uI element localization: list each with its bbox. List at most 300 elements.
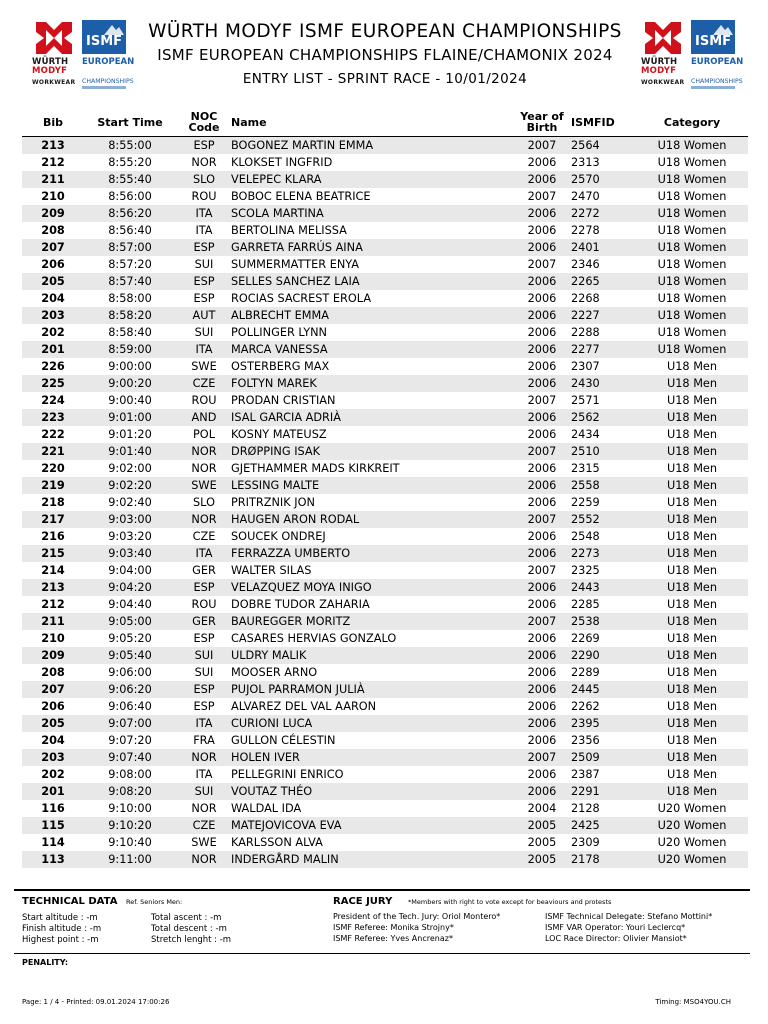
- jury-technical-delegate: ISMF Technical Delegate: Stefano Mottini*: [545, 912, 713, 921]
- year-of-birth-cell: 2006: [527, 649, 557, 662]
- bib-cell: 115: [41, 819, 65, 832]
- table-row: [22, 494, 748, 511]
- table-row: [22, 851, 748, 868]
- category-cell: U18 Women: [657, 241, 727, 254]
- name-cell: OSTERBERG MAX: [231, 360, 330, 373]
- sponsor-line1: WÜRTH: [641, 57, 678, 67]
- ismfid-cell: 2315: [571, 462, 600, 475]
- start-time-cell: 9:07:20: [108, 734, 152, 747]
- ismfid-cell: 2425: [571, 819, 600, 832]
- bib-cell: 114: [41, 836, 65, 849]
- noc-cell: SWE: [191, 836, 217, 849]
- year-of-birth-cell: 2007: [527, 445, 557, 458]
- category-cell: U18 Men: [666, 360, 718, 373]
- year-of-birth-cell: 2006: [527, 785, 557, 798]
- name-cell: ISAL GARCIA ADRIÀ: [231, 411, 341, 424]
- name-cell: ALBRECHT EMMA: [231, 309, 329, 322]
- table-row: [22, 443, 748, 460]
- ismfid-cell: 2434: [571, 428, 600, 441]
- name-cell: KARLSSON ALVA: [231, 836, 323, 849]
- name-cell: DOBRE TUDOR ZAHARIA: [231, 598, 370, 611]
- ismfid-cell: 2571: [571, 394, 600, 407]
- table-header: [22, 108, 748, 136]
- ismfid-cell: 2356: [571, 734, 600, 747]
- category-cell: U18 Women: [657, 292, 727, 305]
- table-row: [22, 426, 748, 443]
- start-time-cell: 9:01:20: [108, 428, 152, 441]
- ismfid-cell: 2269: [571, 632, 600, 645]
- bib-cell: 212: [41, 598, 65, 611]
- start-time-cell: 8:58:00: [108, 292, 152, 305]
- table-row: [22, 715, 748, 732]
- table-row: [22, 698, 748, 715]
- ismfid-cell: 2430: [571, 377, 600, 390]
- table-row: [22, 324, 748, 341]
- bib-cell: 224: [41, 394, 65, 407]
- year-of-birth-cell: 2007: [527, 564, 557, 577]
- bib-cell: 205: [41, 717, 65, 730]
- noc-cell: SLO: [193, 173, 215, 186]
- ismfid-cell: 2277: [571, 343, 600, 356]
- start-time-cell: 9:00:40: [108, 394, 152, 407]
- table-row: [22, 579, 748, 596]
- sponsor-line2: MODYF: [641, 66, 677, 76]
- noc-cell: ESP: [193, 139, 215, 152]
- year-of-birth-cell: 2006: [527, 717, 557, 730]
- year-of-birth-cell: 2006: [527, 496, 557, 509]
- noc-cell: ESP: [193, 700, 215, 713]
- category-cell: U18 Men: [666, 411, 718, 424]
- name-cell: FERRAZZA UMBERTO: [231, 547, 351, 560]
- table-row: [22, 392, 748, 409]
- highest-point: Highest point : -m: [22, 935, 99, 945]
- category-cell: U18 Women: [657, 343, 727, 356]
- print-info: Page: 1 / 4 - Printed: 09.01.2024 17:00:26: [22, 998, 170, 1006]
- noc-cell: ROU: [191, 190, 217, 203]
- noc-cell: SWE: [191, 479, 217, 492]
- wurth-modyf-logo-icon: [32, 20, 76, 56]
- category-cell: U18 Women: [657, 190, 727, 203]
- noc-cell: SUI: [194, 666, 214, 679]
- table-row: [22, 222, 748, 239]
- table-row: [22, 596, 748, 613]
- jury-referee-1: ISMF Referee: Monika Strojny*: [333, 923, 454, 932]
- year-of-birth-cell: 2006: [527, 479, 557, 492]
- technical-data-note: Ref. Seniors Men:: [126, 898, 183, 906]
- noc-cell: ESP: [193, 292, 215, 305]
- bib-cell: 210: [41, 632, 65, 645]
- noc-cell: NOR: [191, 156, 217, 169]
- category-cell: U18 Women: [657, 309, 727, 322]
- year-of-birth-cell: 2006: [527, 734, 557, 747]
- category-cell: U18 Men: [666, 564, 718, 577]
- year-of-birth-cell: 2006: [527, 275, 557, 288]
- bib-cell: 210: [41, 190, 65, 203]
- ismfid-cell: 2291: [571, 785, 600, 798]
- total-ascent: Total ascent : -m: [151, 913, 222, 923]
- category-cell: U20 Women: [657, 853, 727, 866]
- bib-cell: 205: [41, 275, 65, 288]
- start-time-cell: 9:05:00: [108, 615, 152, 628]
- year-of-birth-cell: 2004: [527, 802, 557, 815]
- ismfid-cell: 2278: [571, 224, 600, 237]
- year-of-birth-cell: 2005: [527, 819, 557, 832]
- category-cell: U18 Men: [666, 768, 718, 781]
- year-of-birth-cell: 2007: [527, 258, 557, 271]
- start-time-cell: 8:57:40: [108, 275, 152, 288]
- start-time-cell: 8:55:40: [108, 173, 152, 186]
- name-cell: ULDRY MALIK: [231, 649, 307, 662]
- table-row: [22, 375, 748, 392]
- table-row: [22, 562, 748, 579]
- year-of-birth-cell: 2006: [527, 598, 557, 611]
- year-of-birth-cell: 2005: [527, 853, 557, 866]
- name-cell: PRODAN CRISTIAN: [231, 394, 336, 407]
- category-cell: U18 Women: [657, 258, 727, 271]
- start-time-cell: 8:58:40: [108, 326, 152, 339]
- year-of-birth-cell: 2007: [527, 751, 557, 764]
- table-row: [22, 664, 748, 681]
- name-cell: GULLON CÉLESTIN: [231, 734, 336, 747]
- start-time-cell: 8:57:20: [108, 258, 152, 271]
- ismfid-cell: 2289: [571, 666, 600, 679]
- category-cell: U18 Women: [657, 139, 727, 152]
- start-time-cell: 9:02:40: [108, 496, 152, 509]
- noc-cell: SUI: [194, 326, 214, 339]
- name-cell: BOBOC ELENA BEATRICE: [231, 190, 371, 203]
- noc-cell: NOR: [191, 802, 217, 815]
- category-cell: U18 Men: [666, 683, 718, 696]
- start-time-cell: 9:03:40: [108, 547, 152, 560]
- name-cell: HAUGEN ARON RODAL: [231, 513, 360, 526]
- start-time-cell: 9:01:40: [108, 445, 152, 458]
- name-cell: INDERGÅRD MALIN: [231, 853, 339, 866]
- noc-cell: ESP: [193, 683, 215, 696]
- race-jury-note: *Members with right to vote except for beaviours and protests: [408, 898, 612, 906]
- ismfid-cell: 2259: [571, 496, 600, 509]
- name-cell: ROCIAS SACREST EROLA: [231, 292, 372, 305]
- category-cell: U18 Men: [666, 717, 718, 730]
- name-cell: GJETHAMMER MADS KIRKREIT: [231, 462, 400, 475]
- footer-divider: [14, 889, 750, 891]
- table-row: [22, 834, 748, 851]
- bib-cell: 209: [41, 207, 65, 220]
- year-of-birth-cell: 2007: [527, 394, 557, 407]
- ismfid-cell: 2178: [571, 853, 600, 866]
- category-cell: U18 Men: [666, 785, 718, 798]
- category-cell: U18 Men: [666, 581, 718, 594]
- table-row: [22, 647, 748, 664]
- ismf-logo-text: ISMF: [86, 34, 123, 49]
- ismfid-cell: 2387: [571, 768, 600, 781]
- start-time-cell: 8:58:20: [108, 309, 152, 322]
- org-line2: CHAMPIONSHIPS: [82, 78, 134, 85]
- table-row: [22, 290, 748, 307]
- noc-cell: SUI: [194, 649, 214, 662]
- ismfid-cell: 2558: [571, 479, 600, 492]
- name-cell: SOUCEK ONDREJ: [231, 530, 326, 543]
- table-row: [22, 732, 748, 749]
- name-cell: BOGONEZ MARTIN EMMA: [231, 139, 374, 152]
- year-of-birth-cell: 2006: [527, 411, 557, 424]
- name-cell: CASARES HERVIAS GONZALO: [231, 632, 397, 645]
- column-name: Name: [231, 115, 267, 129]
- ismfid-cell: 2307: [571, 360, 600, 373]
- category-cell: U18 Men: [666, 751, 718, 764]
- column-category: Category: [663, 115, 721, 129]
- org-line1: EUROPEAN: [691, 57, 744, 67]
- name-cell: PUJOL PARRAMON JULIÀ: [231, 683, 365, 696]
- bib-cell: 221: [41, 445, 65, 458]
- table-row: [22, 341, 748, 358]
- start-time-cell: 9:03:00: [108, 513, 152, 526]
- category-cell: U18 Men: [666, 734, 718, 747]
- logo-bar: [82, 86, 126, 89]
- start-time-cell: 9:06:20: [108, 683, 152, 696]
- category-cell: U18 Women: [657, 326, 727, 339]
- bib-cell: 203: [41, 751, 65, 764]
- table-row: [22, 205, 748, 222]
- start-time-cell: 9:05:40: [108, 649, 152, 662]
- category-cell: U18 Men: [666, 496, 718, 509]
- name-cell: SELLES SANCHEZ LAIA: [231, 275, 360, 288]
- ismfid-cell: 2445: [571, 683, 600, 696]
- bib-cell: 225: [41, 377, 65, 390]
- year-of-birth-cell: 2007: [527, 139, 557, 152]
- noc-cell: ITA: [195, 717, 213, 730]
- table-row: [22, 273, 748, 290]
- year-of-birth-cell: 2006: [527, 683, 557, 696]
- jury-referee-2: ISMF Referee: Yves Ancrenaz*: [333, 934, 453, 943]
- bib-cell: 207: [41, 241, 65, 254]
- bib-cell: 212: [41, 156, 65, 169]
- name-cell: WALDAL IDA: [231, 802, 302, 815]
- start-time-cell: 9:04:20: [108, 581, 152, 594]
- noc-cell: ITA: [195, 207, 213, 220]
- bib-cell: 207: [41, 683, 65, 696]
- table-row: [22, 613, 748, 630]
- ismfid-cell: 2562: [571, 411, 600, 424]
- bib-cell: 209: [41, 649, 65, 662]
- bib-cell: 226: [41, 360, 65, 373]
- ismfid-cell: 2288: [571, 326, 600, 339]
- bib-cell: 214: [41, 564, 65, 577]
- bib-cell: 202: [41, 768, 65, 781]
- year-of-birth-cell: 2006: [527, 377, 557, 390]
- noc-cell: SUI: [194, 258, 214, 271]
- noc-cell: ITA: [195, 547, 213, 560]
- ismfid-cell: 2290: [571, 649, 600, 662]
- bib-cell: 203: [41, 309, 65, 322]
- year-of-birth-cell: 2006: [527, 462, 557, 475]
- year-of-birth-cell: 2006: [527, 173, 557, 186]
- table-row: [22, 154, 748, 171]
- start-time-cell: 8:56:20: [108, 207, 152, 220]
- year-of-birth-cell: 2006: [527, 666, 557, 679]
- name-cell: DRØPPING ISAK: [231, 445, 321, 458]
- ismfid-cell: 2309: [571, 836, 600, 849]
- start-time-cell: 9:05:20: [108, 632, 152, 645]
- start-time-cell: 9:07:40: [108, 751, 152, 764]
- sponsor-line2: MODYF: [32, 66, 68, 76]
- noc-cell: CZE: [192, 819, 216, 832]
- name-cell: POLLINGER LYNN: [231, 326, 328, 339]
- noc-cell: AUT: [192, 309, 216, 322]
- ismf-logo-box: [691, 20, 735, 54]
- year-of-birth-cell: 2006: [527, 241, 557, 254]
- noc-cell: ITA: [195, 768, 213, 781]
- bib-cell: 208: [41, 666, 65, 679]
- name-cell: CURIONI LUCA: [231, 717, 313, 730]
- table-row: [22, 358, 748, 375]
- noc-cell: ITA: [195, 343, 213, 356]
- category-cell: U20 Women: [657, 836, 727, 849]
- category-cell: U18 Men: [666, 649, 718, 662]
- table-row: [22, 800, 748, 817]
- noc-cell: CZE: [192, 377, 216, 390]
- bib-cell: 201: [41, 343, 65, 356]
- category-cell: U18 Men: [666, 598, 718, 611]
- year-of-birth-cell: 2006: [527, 156, 557, 169]
- year-of-birth-cell: 2006: [527, 224, 557, 237]
- bib-cell: 216: [41, 530, 65, 543]
- ismf-logo-text: ISMF: [695, 34, 732, 49]
- wurth-modyf-logo-icon: [641, 20, 685, 56]
- total-descent: Total descent : -m: [151, 924, 227, 934]
- ismfid-cell: 2510: [571, 445, 600, 458]
- noc-cell: GER: [192, 615, 216, 628]
- bib-cell: 201: [41, 785, 65, 798]
- bib-cell: 204: [41, 292, 65, 305]
- ismfid-cell: 2548: [571, 530, 600, 543]
- name-cell: WALTER SILAS: [231, 564, 312, 577]
- start-time-cell: 8:59:00: [108, 343, 152, 356]
- table-row: [22, 783, 748, 800]
- ismfid-cell: 2443: [571, 581, 600, 594]
- bib-cell: 219: [41, 479, 65, 492]
- table-row: [22, 307, 748, 324]
- start-time-cell: 9:02:00: [108, 462, 152, 475]
- bib-cell: 213: [41, 139, 65, 152]
- championship-logo-left: [32, 18, 135, 92]
- ismfid-cell: 2509: [571, 751, 600, 764]
- name-cell: MARCA VANESSA: [231, 343, 328, 356]
- noc-cell: ESP: [193, 275, 215, 288]
- category-cell: U18 Women: [657, 207, 727, 220]
- year-of-birth-cell: 2005: [527, 836, 557, 849]
- page-title: WÜRTH MODYF ISMF EUROPEAN CHAMPIONSHIPS: [148, 21, 622, 42]
- category-cell: U20 Women: [657, 802, 727, 815]
- year-of-birth-cell: 2006: [527, 700, 557, 713]
- org-line2: CHAMPIONSHIPS: [691, 78, 743, 85]
- start-time-cell: 9:10:40: [108, 836, 152, 849]
- noc-cell: ESP: [193, 581, 215, 594]
- column-start-time: Start Time: [97, 115, 163, 129]
- name-cell: VELAZQUEZ MOYA INIGO: [231, 581, 372, 594]
- name-cell: KOSNY MATEUSZ: [231, 428, 327, 441]
- bib-cell: 206: [41, 258, 65, 271]
- bib-cell: 223: [41, 411, 65, 424]
- start-time-cell: 8:56:00: [108, 190, 152, 203]
- year-of-birth-cell: 2007: [527, 615, 557, 628]
- name-cell: BAUREGGER MORITZ: [231, 615, 351, 628]
- year-of-birth-cell: 2006: [527, 326, 557, 339]
- name-cell: MOOSER ARNO: [231, 666, 318, 679]
- year-of-birth-cell: 2007: [527, 190, 557, 203]
- timing-credit: Timing: MSO4YOU.CH: [655, 998, 731, 1006]
- sponsor-line3: WORKWEAR: [32, 79, 76, 86]
- bib-cell: 116: [41, 802, 65, 815]
- table-row: [22, 137, 748, 154]
- category-cell: U18 Men: [666, 615, 718, 628]
- table-row: [22, 528, 748, 545]
- sponsor-line3: WORKWEAR: [641, 79, 685, 86]
- noc-cell: NOR: [191, 853, 217, 866]
- start-time-cell: 9:10:00: [108, 802, 152, 815]
- noc-cell: SWE: [191, 360, 217, 373]
- footer-divider-2: [14, 953, 750, 954]
- ismfid-cell: 2470: [571, 190, 600, 203]
- ismfid-cell: 2262: [571, 700, 600, 713]
- start-time-cell: 9:00:20: [108, 377, 152, 390]
- start-time-cell: 9:06:00: [108, 666, 152, 679]
- jury-var-operator: ISMF VAR Operator: Youri Leclercq*: [545, 923, 686, 932]
- noc-cell: ROU: [191, 394, 217, 407]
- category-cell: U18 Men: [666, 428, 718, 441]
- year-of-birth-cell: 2006: [527, 207, 557, 220]
- ismfid-cell: 2564: [571, 139, 600, 152]
- bib-cell: 208: [41, 224, 65, 237]
- name-cell: KLOKSET INGFRID: [231, 156, 333, 169]
- table-row: [22, 477, 748, 494]
- table-row: [22, 188, 748, 205]
- category-cell: U20 Women: [657, 819, 727, 832]
- name-cell: VELEPEC KLARA: [231, 173, 322, 186]
- noc-cell: SLO: [193, 496, 215, 509]
- noc-cell: NOR: [191, 445, 217, 458]
- category-cell: U18 Women: [657, 156, 727, 169]
- bib-cell: 113: [41, 853, 65, 866]
- category-cell: U18 Women: [657, 173, 727, 186]
- noc-cell: ESP: [193, 632, 215, 645]
- start-time-cell: 9:04:00: [108, 564, 152, 577]
- page-subtitle: ISMF EUROPEAN CHAMPIONSHIPS FLAINE/CHAMONIX 2024: [157, 46, 613, 64]
- ismfid-cell: 2273: [571, 547, 600, 560]
- noc-cell: GER: [192, 564, 216, 577]
- noc-cell: NOR: [191, 513, 217, 526]
- ismfid-cell: 2285: [571, 598, 600, 611]
- noc-cell: NOR: [191, 751, 217, 764]
- year-of-birth-cell: 2006: [527, 530, 557, 543]
- year-of-birth-cell: 2006: [527, 581, 557, 594]
- ismfid-cell: 2227: [571, 309, 600, 322]
- year-of-birth-cell: 2006: [527, 343, 557, 356]
- ismfid-cell: 2128: [571, 802, 600, 815]
- ismfid-cell: 2325: [571, 564, 600, 577]
- ismfid-cell: 2272: [571, 207, 600, 220]
- noc-cell: ROU: [191, 598, 217, 611]
- start-time-cell: 9:06:40: [108, 700, 152, 713]
- ismfid-cell: 2346: [571, 258, 600, 271]
- column-ismfid: ISMFID: [571, 115, 615, 129]
- name-cell: MATEJOVICOVA EVA: [231, 819, 342, 832]
- bib-cell: 211: [41, 615, 65, 628]
- bib-cell: 217: [41, 513, 65, 526]
- start-time-cell: 8:57:00: [108, 241, 152, 254]
- bib-cell: 220: [41, 462, 65, 475]
- championship-logo-right: [641, 18, 744, 92]
- technical-data-title: TECHNICAL DATA: [22, 896, 118, 907]
